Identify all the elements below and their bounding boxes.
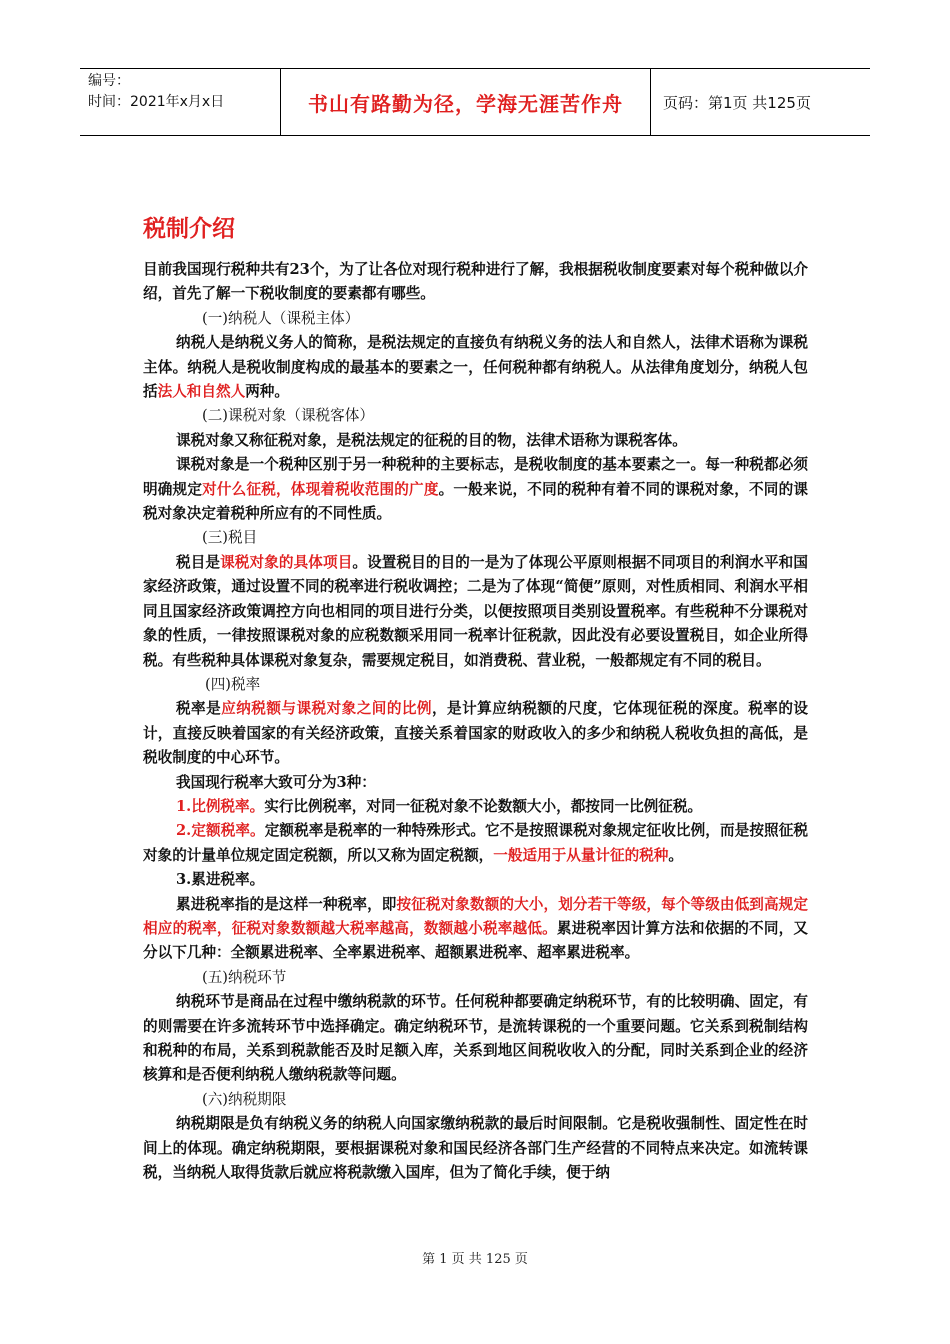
paragraph: 纳税人是纳税义务人的简称，是税法规定的直接负有纳税义务的法人和自然人，法律术语称为课税主体。纳税人是税收制度构成的最基本的要素之一，任何税种都有纳税人。从法律角度划分，纳税人包括法人和自然人两种。	[143, 334, 808, 401]
highlight-text: 对什么征税，体现着税收范围的广度	[202, 480, 439, 498]
section-heading: (四)税率	[205, 675, 261, 693]
paragraph: 纳税环节是商品在过程中缴纳税款的环节。任何税种都要确定纳税环节，有的比较明确、固定，有的则需要在许多流转环节中选择确定。确定纳税环节，是流转课税的一个重要问题。它关系到税制结构和税种的布局，关系到税款能否及时足额入库，关系到地区间税收收入的分配，同时关系到企业的经济核算和是否便利纳税人缴纳税款等问题。	[143, 993, 808, 1084]
highlight-text: 按征税对象数额的大小，划分若干等级，每个等级由低到高规定相应的税率，征税对象数额越大税率越高，数额越小税率越低。	[143, 895, 808, 937]
document-date: 时间：2021年x月x日	[88, 94, 225, 110]
section-heading: (三)税目	[202, 529, 258, 547]
paragraph: 税目是课税对象的具体项目。设置税目的目的一是为了体现公平原则根据不同项目的利润水平和国家经济政策，通过设置不同的税率进行税收调控；二是为了体现“简便”原则，对性质相同、利润水平相同且国家经济政策调控方向也相同的项目进行分类，以便按照项目类别设置税率。有些税种不分课税对象的性质，一律按照课税对象的应税数额采用同一税率计征税款，因此没有必要设置税目，如企业所得税。有些税种具体课税对象复杂，需要规定税目，如消费税、营业税，一般都规定有不同的税目。	[143, 553, 808, 669]
document-title: 税制介绍	[143, 216, 235, 242]
header-meta	[80, 69, 280, 135]
page-header	[80, 68, 870, 136]
paragraph: 目前我国现行税种共有23个，为了让各位对现行税种进行了解，我根据税收制度要素对每个税种做以介绍，首先了解一下税收制度的要素都有哪些。	[143, 261, 808, 303]
paragraph: 1.比例税率。实行比例税率，对同一征税对象不论数额大小，都按同一比例征税。	[176, 797, 703, 815]
paragraph: 课税对象又称征税对象，是税法规定的征税的目的物，法律术语称为课税客体。	[176, 431, 687, 449]
header-motto: 书山有路勤为径，学海无涯苦作舟	[280, 69, 651, 135]
paragraph: 我国现行税率大致可分为3种：	[176, 773, 376, 791]
highlight-text: 课税对象的具体项目	[220, 553, 353, 571]
highlight-text: 1.比例税率。	[176, 797, 265, 815]
paragraph: 税率是应纳税额与课税对象之间的比例，是计算应纳税额的尺度，它体现征税的深度。税率的设计，直接反映着国家的有关经济政策，直接关系着国家的财政收入的多少和纳税人税收负担的高低，是税收制度的中心环节。	[143, 700, 808, 767]
highlight-text: 应纳税额与课税对象之间的比例	[221, 700, 432, 718]
highlight-text: 一般适用于从量计征的税种	[493, 846, 669, 864]
section-heading: (五)纳税环节	[202, 968, 287, 986]
paragraph: 2.定额税率。定额税率是税率的一种特殊形式。它不是按照课税对象规定征收比例，而是按照征税对象的计量单位规定固定税额，所以又称为固定税额，一般适用于从量计征的税种。	[143, 822, 808, 864]
section-heading: (六)纳税期限	[202, 1090, 287, 1108]
page-footer: 第 1 页 共 125 页	[422, 1252, 528, 1267]
highlight-text: 法人和自然人	[157, 383, 246, 401]
paragraph: 累进税率指的是这样一种税率，即按征税对象数额的大小，划分若干等级，每个等级由低到高规定相应的税率，征税对象数额越大税率越高，数额越小税率越低。累进税率因计算方法和依据的不同，又分以下几种：全额累进税率、全率累进税率、超额累进税率、超率累进税率。	[143, 895, 808, 962]
document-number-label: 编号：	[88, 73, 130, 89]
section-heading: (一)纳税人（课税主体）	[202, 309, 360, 327]
paragraph: 纳税期限是负有纳税义务的纳税人向国家缴纳税款的最后时间限制。它是税收强制性、固定性在时间上的体现。确定纳税期限，要根据课税对象和国民经济各部门生产经营的不同特点来决定。如流转课税，当纳税人取得货款后就应将税款缴入国库，但为了简化手续，便于纳	[143, 1115, 808, 1182]
header-page-info: 页码：第1页 共125页	[663, 93, 811, 112]
paragraph: 课税对象是一个税种区别于另一种税种的主要标志，是税收制度的基本要素之一。每一种税都必须明确规定对什么征税，体现着税收范围的广度。一般来说，不同的税种有着不同的课税对象，不同的课税对象决定着税种所应有的不同性质。	[143, 456, 808, 523]
paragraph: 3.累进税率。	[176, 871, 265, 889]
highlight-text: 2.定额税率。	[176, 822, 265, 840]
document-body	[143, 258, 808, 1185]
section-heading: (二)课税对象（课税客体）	[202, 407, 374, 425]
